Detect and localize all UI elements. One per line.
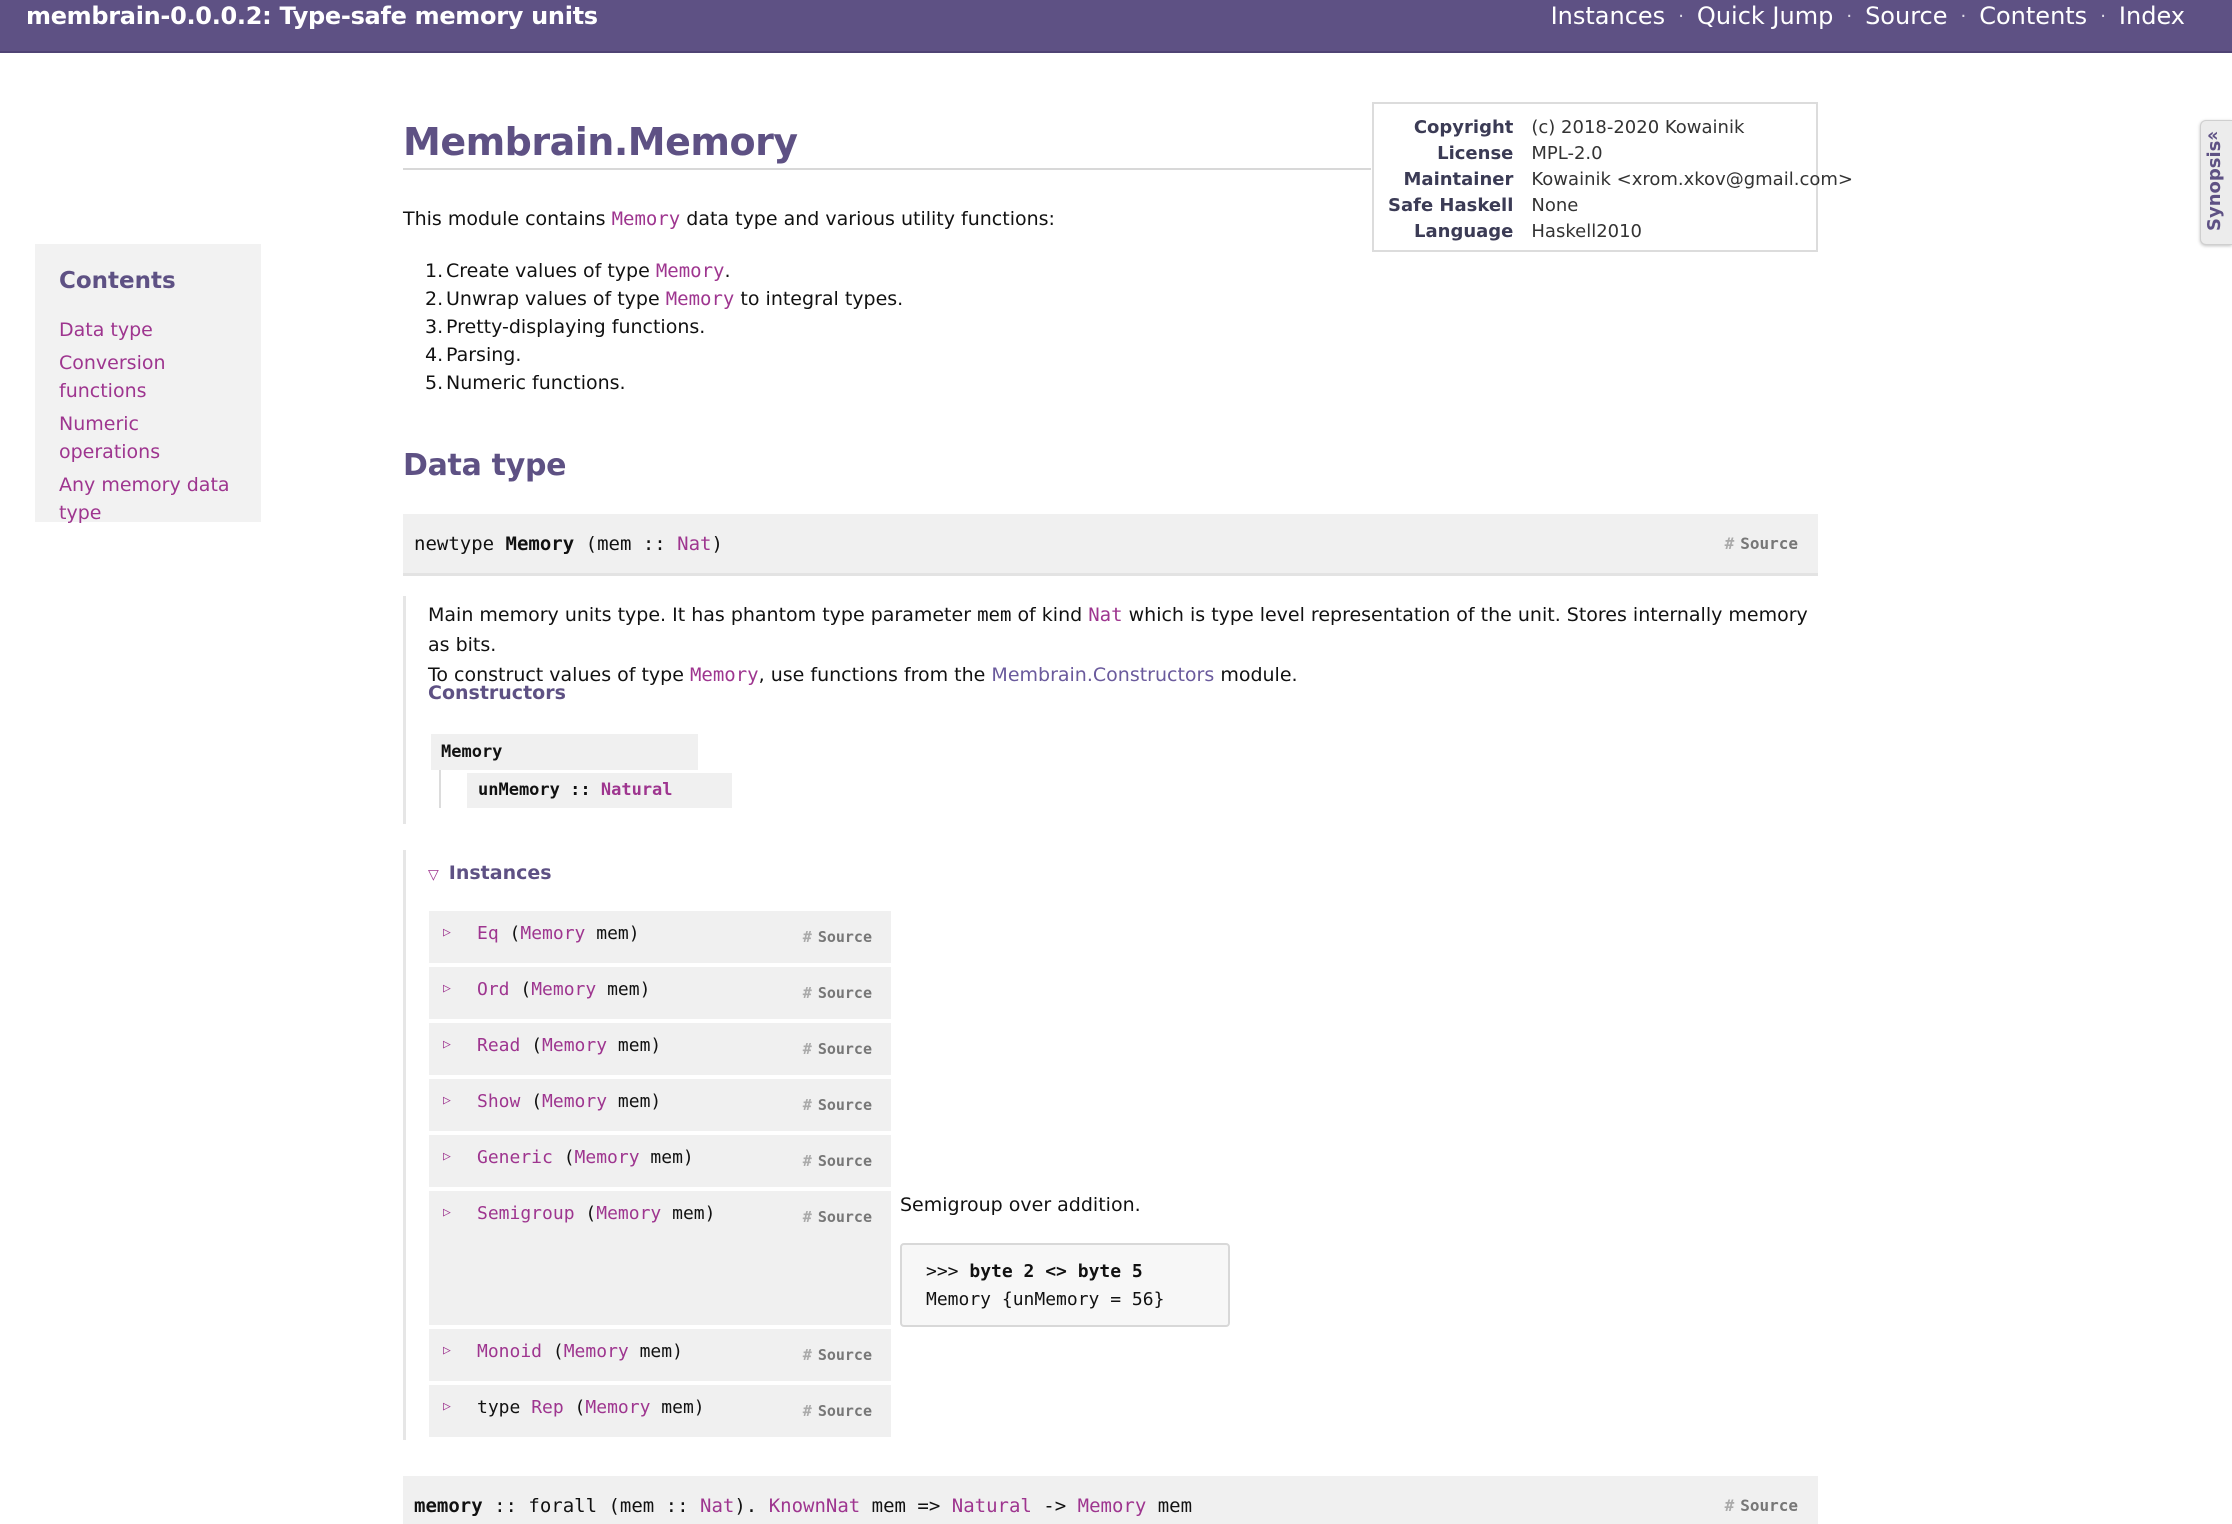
doc-text-part: of kind [1017,604,1083,626]
type-arg: mem) [617,1091,662,1112]
type-link-knownnat[interactable]: KnownNat [768,1495,861,1517]
source-link[interactable] [803,1096,872,1114]
source-label: Source [1740,1496,1798,1515]
menu-separator: · [1846,5,1853,27]
source-label: Source [817,1402,872,1420]
constructor-memory: Memory [431,734,698,770]
module-link-constructors[interactable]: Membrain.Constructors [991,664,1215,686]
source-link[interactable] [803,1208,872,1226]
type-link-natural[interactable]: Natural [951,1495,1032,1517]
menu-quick-jump[interactable]: Quick Jump [1696,2,1834,30]
intro-text: data type and various utility functions: [686,208,1055,230]
class-link[interactable]: Monoid [477,1341,543,1362]
source-label: Source [817,1346,872,1364]
source-link[interactable] [803,1152,872,1170]
instance-signature: Show (Memory mem) [477,1091,662,1112]
info-key: License [1437,143,1514,164]
keyword: newtype [414,533,495,555]
toc-conversion-functions[interactable]: Conversion functions [59,352,166,402]
hash-icon: # [1724,534,1735,553]
instance-row[interactable] [429,1023,891,1075]
list-item [425,285,903,313]
type-link-memory[interactable]: Memory [520,923,586,944]
instances-toggle[interactable] [428,862,552,884]
menu-separator: · [1678,5,1684,27]
source-link[interactable] [1725,534,1798,553]
instance-row[interactable] [429,1329,891,1381]
type-link-memory[interactable]: Memory [596,1203,662,1224]
source-label: Source [817,1208,872,1226]
type-link-natural[interactable]: Natural [600,780,673,800]
constructors-title: Constructors [428,682,566,704]
type-link-memory[interactable]: Memory [542,1091,608,1112]
function-name: memory [414,1495,483,1517]
class-link[interactable]: Generic [477,1147,553,1168]
type-link-memory[interactable]: Memory [585,1397,651,1418]
type-link-nat[interactable]: Nat [677,533,712,555]
info-key: Language [1414,221,1514,242]
class-link[interactable]: Rep [531,1397,564,1418]
source-link[interactable] [803,984,872,1002]
instance-row[interactable] [429,1191,891,1325]
module-intro [403,208,1055,230]
list-text: Numeric functions. [446,372,626,394]
instance-row[interactable] [429,1385,891,1437]
type-link-memory[interactable]: Memory [563,1341,629,1362]
type-link-memory[interactable]: Memory [531,979,597,1000]
synopsis-tab[interactable] [2200,120,2232,245]
source-label: Source [817,1096,872,1114]
toc-any-memory-data-type[interactable]: Any memory data type [59,474,230,524]
signature-text: mem [1157,1495,1193,1517]
hash-icon: # [1724,1496,1735,1515]
class-link[interactable]: Show [477,1091,521,1112]
example-input: byte 2 <> byte 5 [969,1261,1143,1282]
list-number: 1. [425,260,444,282]
type-arg: mem) [650,1147,694,1168]
toc-data-type[interactable]: Data type [59,319,153,341]
signature-text: ). [734,1495,758,1517]
code-example [900,1243,1230,1327]
list-text: Pretty-displaying functions. [446,316,706,338]
instance-signature: Monoid (Memory mem) [477,1341,683,1362]
keyword: type [477,1397,532,1418]
signature-text: -> [1043,1495,1067,1517]
instance-row[interactable] [429,1135,891,1187]
source-label: Source [817,1040,872,1058]
triangle-right-icon: ▷ [443,925,451,940]
instance-signature: Read (Memory mem) [477,1035,662,1056]
menu-contents[interactable]: Contents [1979,2,2088,30]
class-link[interactable]: Ord [477,979,510,1000]
source-link[interactable] [803,1346,872,1364]
source-link[interactable] [803,1402,872,1420]
type-link-memory[interactable]: Memory [1077,1495,1147,1517]
instance-signature: Eq (Memory mem) [477,923,640,944]
doc-block [403,596,1818,824]
menu-separator: · [2100,5,2106,27]
example-output: Memory {unMemory = 56} [926,1289,1165,1310]
synopsis-label: Synopsis [2204,140,2225,231]
signature-text: mem => [871,1495,941,1517]
info-key: Copyright [1413,117,1514,138]
source-label: Source [817,984,872,1002]
source-label: Source [1740,534,1798,553]
hash-icon: # [802,1402,812,1420]
type-arg: mem) [596,923,640,944]
type-name: Memory [505,533,575,555]
list-item [425,313,903,341]
triangle-right-icon: ▷ [443,1149,451,1164]
chevron-left-icon: « [2207,125,2219,146]
contents-title: Contents [59,268,176,294]
declaration-signature [414,1495,1192,1517]
list-number: 4. [425,344,444,366]
list-item [425,257,903,285]
type-arg: mem) [639,1341,683,1362]
instance-signature: Ord (Memory mem) [477,979,651,1000]
doc-text-part: which is type level representation of the unit. Stores internally memory as bits. [428,604,1808,656]
list-item [425,369,903,397]
type-link-memory[interactable]: Memory [611,208,681,230]
inline-code: mem [977,604,1012,626]
instances-title: Instances [448,862,552,884]
intro-list [425,257,903,397]
list-text: to integral types. [740,288,904,310]
menu-index[interactable]: Index [2118,2,2185,30]
signature-text: :: forall (mem :: [494,1495,689,1517]
triangle-right-icon: ▷ [443,981,451,996]
type-link-nat[interactable]: Nat [700,1495,735,1517]
top-menu [1551,2,2185,30]
field-name: unMemory [478,780,560,800]
type-arg: mem) [607,979,651,1000]
hash-icon: # [802,1208,812,1226]
list-number: 2. [425,288,444,310]
instance-signature: Semigroup (Memory mem) [477,1203,716,1224]
top-bar [0,0,2232,53]
info-value: Haskell2010 [1531,221,1643,242]
hash-icon: # [802,1040,812,1058]
class-link[interactable]: Semigroup [477,1203,575,1224]
intro-text: This module contains [403,208,606,230]
class-link[interactable]: Eq [477,923,499,944]
instance-signature: type Rep (Memory mem) [477,1397,705,1418]
triangle-right-icon: ▷ [443,1037,451,1052]
doc-text-part: Main memory units type. It has phantom type parameter [428,604,972,626]
triangle-right-icon: ▷ [443,1343,451,1358]
instance-signature: Generic (Memory mem) [477,1147,694,1168]
doc-text [428,600,1808,690]
hash-icon: # [802,1096,812,1114]
signature-text: (mem :: [585,533,666,555]
memory-function-declaration [403,1476,1818,1524]
source-label: Source [817,1152,872,1170]
type-arg: mem) [617,1035,662,1056]
source-link[interactable] [803,928,872,946]
hash-icon: # [802,984,812,1002]
info-value: None [1531,195,1579,216]
source-link[interactable] [1725,1496,1798,1515]
contents-sidebar [35,244,261,522]
newtype-declaration [403,514,1818,576]
list-number: 5. [425,372,444,394]
triangle-right-icon: ▷ [443,1399,451,1414]
type-arg: mem) [661,1397,705,1418]
repl-prompt: >>> [926,1261,959,1282]
menu-source[interactable]: Source [1865,2,1948,30]
source-label: Source [817,928,872,946]
section-heading-data-type: Data type [403,448,567,483]
source-link[interactable] [803,1040,872,1058]
type-link-memory[interactable]: Memory [574,1147,640,1168]
triangle-down-icon: ▽ [428,867,439,883]
toc-numeric-operations[interactable]: Numeric operations [59,413,161,463]
list-number: 3. [425,316,444,338]
type-link-memory[interactable]: Memory [655,260,725,282]
list-text: Parsing. [446,344,522,366]
hash-icon: # [802,1346,812,1364]
type-link-memory[interactable]: Memory [689,664,759,686]
info-value: MPL-2.0 [1531,143,1603,164]
triangle-right-icon: ▷ [443,1205,451,1220]
hash-icon: # [802,928,812,946]
module-info [1372,102,1853,252]
class-link[interactable]: Read [477,1035,521,1056]
info-value: (c) 2018-2020 Kowainik [1531,117,1745,138]
type-link-nat[interactable]: Nat [1088,604,1123,626]
menu-instances[interactable]: Instances [1550,2,1666,30]
field-connector [439,770,441,808]
doc-text-part: To construct values of type [428,664,684,686]
list-text: Create values of type [446,260,650,282]
instance-row[interactable] [429,911,891,963]
field-unmemory [467,773,732,808]
title-divider [403,168,1371,170]
module-title: Membrain.Memory [403,120,798,164]
type-link-memory[interactable]: Memory [542,1035,608,1056]
package-title: membrain-0.0.0.2: Type-safe memory units [26,2,598,30]
triangle-right-icon: ▷ [443,1093,451,1108]
instances-block [403,850,1818,1440]
signature-text: ) [711,533,723,555]
info-key: Safe Haskell [1388,195,1514,216]
declaration-signature [414,533,723,555]
type-link-memory[interactable]: Memory [665,288,735,310]
list-text: . [724,260,731,282]
list-item [425,341,903,369]
instance-row[interactable] [429,1079,891,1131]
semigroup-doc: Semigroup over addition. [900,1194,1141,1216]
menu-separator: · [1960,5,1967,27]
list-text: Unwrap values of type [446,288,660,310]
info-value: Kowainik <xrom.xkov@gmail.com> [1531,169,1853,190]
type-arg: mem) [672,1203,716,1224]
hash-icon: # [802,1152,812,1170]
info-key: Maintainer [1403,169,1514,190]
instance-row[interactable] [429,967,891,1019]
field-separator: :: [570,780,591,800]
doc-text-part: module. [1220,664,1298,686]
doc-text-part: , use functions from the [758,664,986,686]
